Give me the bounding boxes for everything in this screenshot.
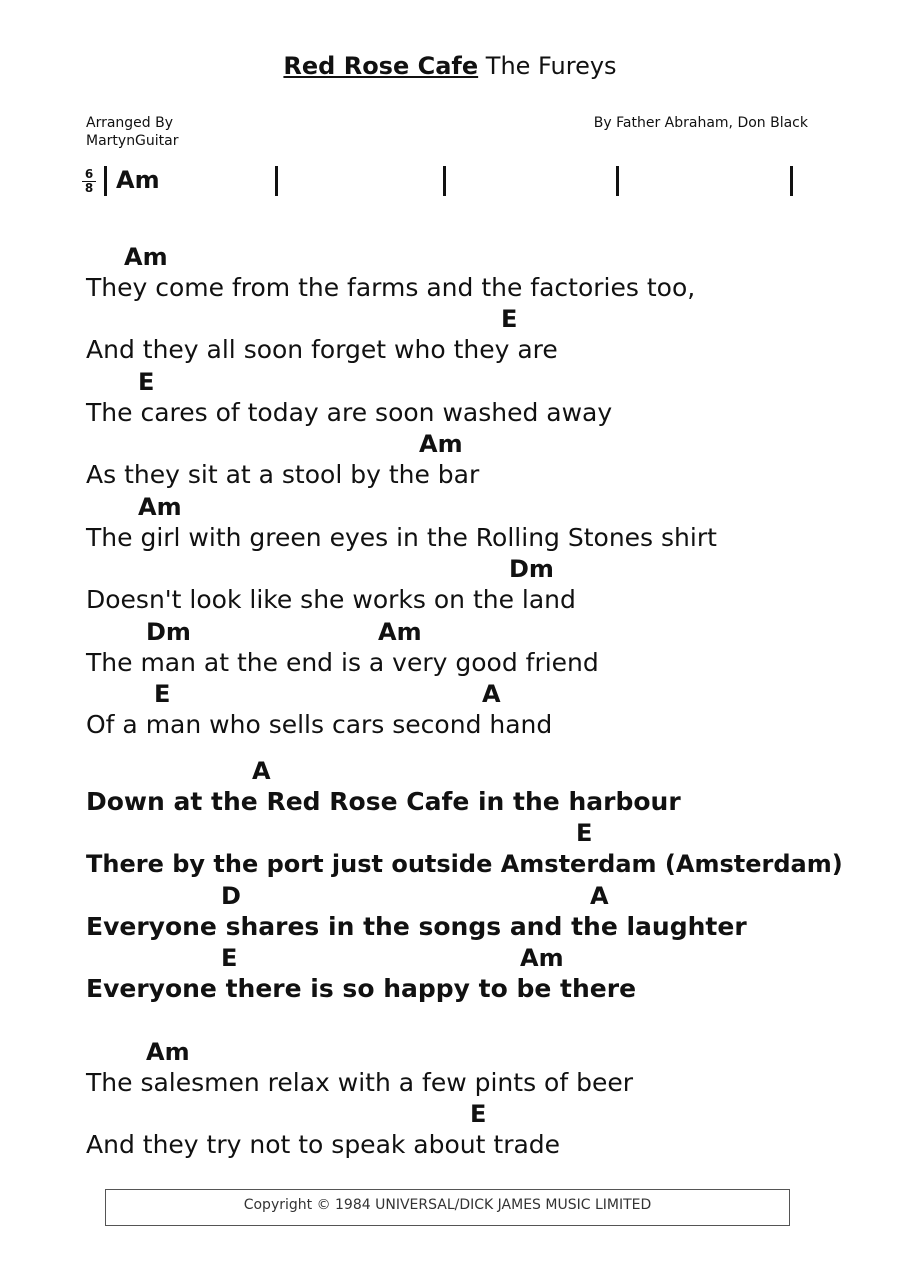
composers-credit: By Father Abraham, Don Black <box>593 115 808 131</box>
lyric-line: The girl with green eyes in the Rolling Stones shirt <box>86 523 717 552</box>
bar-line <box>790 166 793 196</box>
lyric-line: They come from the farms and the factories too, <box>86 273 696 302</box>
lyric-line: The salesmen relax with a few pints of beer <box>86 1068 633 1097</box>
chord-symbol: Am <box>520 944 564 972</box>
bar-line <box>104 166 107 196</box>
lyric-line: Everyone shares in the songs and the laughter <box>86 912 747 941</box>
lyric-line: Of a man who sells cars second hand <box>86 710 553 739</box>
chord-symbol: E <box>470 1100 487 1128</box>
chord-symbol: A <box>482 680 501 708</box>
lyric-line: And they all soon forget who they are <box>86 335 558 364</box>
time-signature <box>82 168 96 195</box>
song-title: Red Rose Cafe <box>283 52 479 80</box>
chord-symbol: E <box>221 944 238 972</box>
chord-symbol: E <box>576 819 593 847</box>
copyright-notice: Copyright © 1984 UNIVERSAL/DICK JAMES MUSIC LIMITED <box>105 1189 790 1226</box>
chord-symbol: Am <box>419 430 463 458</box>
intro-chord: Am <box>116 166 160 194</box>
chord-symbol: Am <box>378 618 422 646</box>
arranged-by-label: Arranged By <box>86 115 174 131</box>
lyric-line: The man at the end is a very good friend <box>86 648 599 677</box>
lyric-line: Everyone there is so happy to be there <box>86 974 637 1003</box>
bar-line <box>616 166 619 196</box>
lyric-line: As they sit at a stool by the bar <box>86 460 480 489</box>
chord-symbol: E <box>154 680 171 708</box>
chord-symbol: Dm <box>509 555 554 583</box>
chord-symbol: Dm <box>146 618 191 646</box>
chord-symbol: D <box>221 882 241 910</box>
lyric-line: The cares of today are soon washed away <box>86 398 613 427</box>
time-signature-bottom: 8 <box>82 181 96 195</box>
artist-name: The Fureys <box>485 52 617 80</box>
chord-symbol: Am <box>138 493 182 521</box>
page-title <box>0 50 900 82</box>
lyric-line: And they try not to speak about trade <box>86 1130 561 1159</box>
arranger-name: MartynGuitar <box>86 133 179 149</box>
time-signature-top: 6 <box>84 167 94 181</box>
chord-symbol: Am <box>124 243 168 271</box>
chord-symbol: A <box>252 757 271 785</box>
chord-symbol: E <box>138 368 155 396</box>
arranged-by-block <box>86 114 179 150</box>
chord-symbol: A <box>590 882 609 910</box>
bar-line <box>443 166 446 196</box>
lyric-line: Doesn't look like she works on the land <box>86 585 576 614</box>
chord-symbol: E <box>501 305 518 333</box>
chord-symbol: Am <box>146 1038 190 1066</box>
bar-line <box>275 166 278 196</box>
lyric-line: There by the port just outside Amsterdam (Amsterdam) <box>86 850 843 878</box>
lyric-line: Down at the Red Rose Cafe in the harbour <box>86 787 681 816</box>
